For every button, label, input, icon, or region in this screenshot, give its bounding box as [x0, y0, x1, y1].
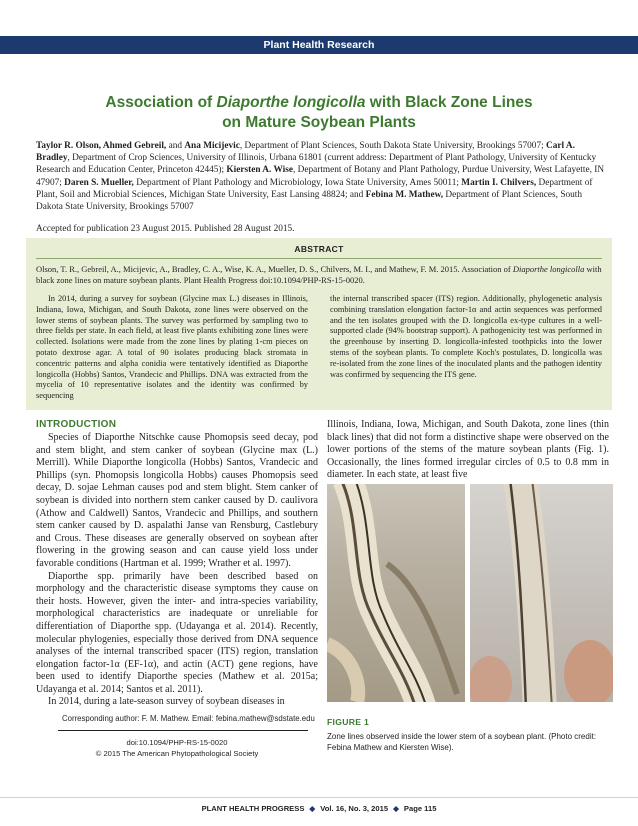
figure-1-photo: [327, 484, 613, 702]
article-title: Association of Diaporthe longicolla with Black Zone Lines on Mature Soybean Plants: [105, 94, 533, 131]
footer-divider: [0, 797, 638, 798]
figure-caption: Zone lines observed inside the lower stem of a soybean plant. (Photo credit: Febina Mathew and Kiersten Wise).: [327, 732, 597, 752]
abstract-heading: ABSTRACT: [294, 244, 344, 254]
corresponding-author: Corresponding author: F. M. Mathew. Email: febina.mathew@sdstate.edu: [62, 714, 315, 723]
introduction-left-column: [36, 432, 318, 709]
footer-page: Page 115: [403, 804, 437, 813]
page-footer: [36, 804, 602, 813]
abstract-right-column: the internal transcribed spacer (ITS) region. Additionally, phylogenetic analysis combining translation elongation factor-1α and actin sequences was performed and the ten isolates grouped with the D. longicolla ex-type cultures in a well-supported clade (94% bootstrap support). A pathogenicity test was performed in the greenhouse by inserting D. longicolla-infested toothpicks into the lower stems of the soybean plants. To complete Koch's postulates, D. longicolla was re-isolated from the zone lines of the inoculated plants and the pathogen identity was confirmed by sequencing the ITS gene.: [330, 294, 602, 379]
copyright-text: © 2015 The American Phytopathological Society: [95, 749, 259, 758]
abstract-divider: [36, 258, 602, 259]
introduction-right-column: Illinois, Indiana, Iowa, Michigan, and South Dakota, zone lines (thin black lines) that did not form a distinctive shape were observed on the lower portions of the stems of the mature soybean plants (Fig. 1). Occasionally, the lines formed irregular circles of 0.5 to 0.8 mm in diameter. In each state, at least five: [327, 419, 609, 481]
intro-paragraph-1: Species of Diaporthe Nitschke cause Phomopsis seed decay, pod and stem blight, and stem canker of soybean (Glycine max (L.) Merrill). While Diaporthe longicolla (Hobbs) Santos, Vrandecic and Phillips (syn. Phomopsis longicolla Hobbs) causes Phomopsis seed decay, D. sojae Lehman causes pod and stem blight. Stem canker of soybean is divided into northern stem canker caused by D. caulivora (Athow and Caldwell) Santos, Vrandecic and Phillips, and southern stem canker caused by D. aspalathi Janse van Rensburg, Castlebury and Crous. These diseases are generally observed on soybean after flowering in the growing season and can cause yield loss under favorable conditions (Hartman et al. 1999; Wrather et al. 1997).: [36, 432, 318, 569]
abstract-citation: Olson, T. R., Gebreil, A., Micijevic, A., Bradley, C. A., Wise, K. A., Mueller, D. S., Chilvers, M. I., and Mathew, F. M. 2015. Association of Diaporthe longicolla with black zone lines on mature soybean plants. Plant Health Progress doi:10.1094/PHP-RS-15-0020.: [36, 264, 602, 285]
doi-block: [36, 737, 318, 759]
abstract-box: [26, 238, 612, 410]
stem-photo-right: [470, 484, 613, 702]
section-label: Plant Health Research: [263, 39, 375, 51]
intro-paragraph-3: In 2014, during a late-season survey of soybean diseases in: [48, 696, 285, 708]
diamond-icon: ◆: [393, 804, 399, 813]
figure-label: FIGURE 1: [327, 717, 370, 727]
section-banner: [0, 36, 638, 54]
introduction-heading: INTRODUCTION: [36, 419, 117, 430]
diamond-icon: ◆: [309, 804, 316, 813]
footer-journal: PLANT HEALTH PROGRESS: [201, 804, 305, 813]
intro-paragraph-2: Diaporthe spp. primarily have been described based on morphology and the characteristic disease symptoms they cause on their hosts. However, given the inter- and intra-species variability, morphological characteristics are inadequate or unreliable for differentiation of Diaporthe spp. (Udayanga et al. 2014). Recently, molecular phylogenies, especially those derived from DNA sequence analyses of the internal transcribed spacer (ITS) region, translation elongation factor-1α (EF-1α), and actin (ACT) gene regions, have been used to identify Diaporthe species (Mathew et al. 2015a; Udayanga et al. 2014; Santos et al. 2011).: [36, 570, 318, 695]
author-list: Taylor R. Olson, Ahmed Gebreil, and Ana Micijevic, Department of Plant Sciences, South Dakota State University, Brookings 57007; Carl A. Bradley, Department of Crop Sciences, University of Illinois, Urbana 61801 (current address: Department of Plant Pathology, University of Kentucky Research and Education Center, Princeton 42445); Kiersten A. Wise, Department of Botany and Plant Pathology, Purdue University, West Lafayette, IN 47907; Daren S. Mueller, Department of Plant Pathology and Microbiology, Iowa State University, Ames 50011; Martin I. Chilvers, Department of Plant, Soil and Microbial Sciences, Michigan State University, East Lansing 48824; and Febina M. Mathew, Department of Plant Sciences, South Dakota State University, Brookings 57007: [36, 141, 605, 213]
stem-photo-left: [327, 484, 465, 702]
footer-volume: Vol. 16, No. 3, 2015: [320, 804, 389, 813]
abstract-left-column: In 2014, during a survey for soybean (Glycine max L.) diseases in Illinois, Indiana, Iowa, Michigan, and South Dakota, zone lines were observed on the lower stems of soybean plants. The survey was performed by sampling two to three fields per state. In each field, at least five plants exhibiting zone lines were collected. Isolations were made from the zone lines by plating 1-cm pieces on potato dextrose agar. A total of 90 isolates producing black stromata in concentric patterns and alpha conidia were tentatively identified as Diaporthe longicolla (Hobbs) Santos, Vrandecic and Phillips. DNA was extracted from the mycelia of 10 representative isolates and the identity was confirmed by sequencing: [36, 294, 308, 401]
doi-text: doi:10.1094/PHP-RS-15-0020: [126, 738, 228, 747]
footnote-divider: [58, 730, 308, 731]
publication-dates: Accepted for publication 23 August 2015. Published 28 August 2015.: [36, 224, 295, 234]
